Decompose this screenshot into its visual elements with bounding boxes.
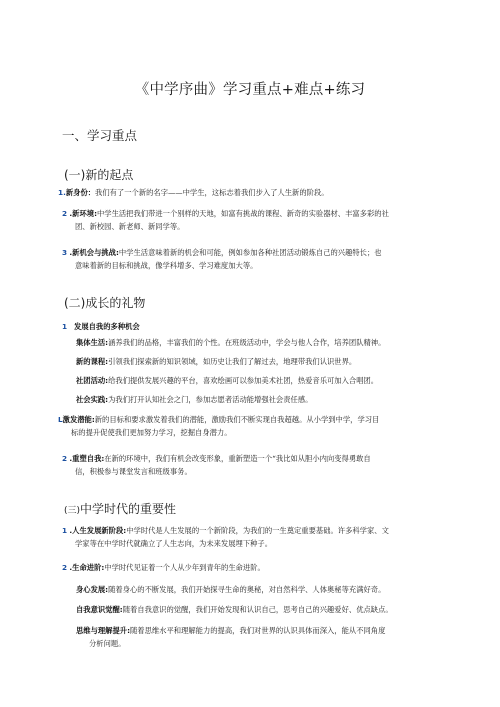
item-marker: 2 xyxy=(62,454,68,463)
list-item xyxy=(62,246,462,272)
bullet-item xyxy=(76,583,476,596)
bullet-label: 自我意识觉醒: xyxy=(76,605,123,614)
document-title: 《中学序曲》学习重点+难点+练习 xyxy=(134,82,366,98)
bullet-text: 涵养我们的品格，丰富我们的个性。在班级活动中，学会与他人合作，培养团队精神。 xyxy=(108,338,386,347)
bullet-label: 思维与理解提升: xyxy=(76,626,130,635)
item-label: .重塑自我: xyxy=(69,454,105,463)
item-marker: 1 xyxy=(62,322,68,331)
bullet-text: 给我们提供发展兴趣的平台，喜欢绘画可以参加美术社团，热爱音乐可加入合唱团。 xyxy=(108,376,379,385)
bullet-item xyxy=(76,336,476,349)
item-marker: 3 xyxy=(62,248,68,257)
item-text-cont: 团、新校园、新老师、新同学等。 xyxy=(75,222,185,231)
bullet-label: 身心发展: xyxy=(76,585,109,594)
bullet-text-cont: 分析问题。 xyxy=(89,639,126,648)
item-marker: 2 xyxy=(62,209,68,218)
bullet-item xyxy=(76,603,476,616)
list-item xyxy=(62,524,462,550)
item-text: 我们有了一个新的名字——中学生，这标志着我们步入了人生新的阶段。 xyxy=(95,188,329,197)
list-item xyxy=(62,561,462,574)
subsection-heading-importance xyxy=(64,500,176,517)
item-marker: 1 xyxy=(62,526,68,535)
bullet-text: 引领我们探索新的知识领域，如历史让我们了解过去，地理带我们认识世界。 xyxy=(108,357,357,366)
bullet-label: 新的课程: xyxy=(76,357,109,366)
bullet-label: 社会实践: xyxy=(76,395,109,404)
bullet-text: 随着自我意识的觉醒，我们开始发现和认识自己，思考自己的兴趣爱好、优点缺点。 xyxy=(122,605,393,614)
item-text: 中学生活意味着新的机会和可能，例如参加各种社团活动锻炼自己的兴趣特长；也 xyxy=(118,248,382,257)
subsection-heading-new-start: (一)新的起点 xyxy=(64,168,134,182)
bullet-text: 为我们打开认知社会之门，参加志愿者活动能增强社会责任感。 xyxy=(108,395,313,404)
item-text: 中学时代见证着一个人从少年到青年的生命进阶。 xyxy=(104,563,265,572)
list-item xyxy=(58,186,458,199)
item-text-cont: 学家等在中学时代就确立了人生志向，为未来发展埋下种子。 xyxy=(75,539,273,548)
item-text-cont: 标的提升促使我们更加努力学习，挖掘自身潜力。 xyxy=(71,428,232,437)
item-text-cont: 意味着新的目标和挑战，像学科增多、学习难度加大等。 xyxy=(75,261,258,270)
item-marker: 2 xyxy=(62,563,68,572)
item-label: .新环境: xyxy=(69,209,97,218)
bullet-item xyxy=(76,393,476,406)
subsection-prefix: (三) xyxy=(64,506,81,516)
list-item xyxy=(62,207,462,233)
bullet-item xyxy=(76,374,476,387)
item-label: 激发潜能: xyxy=(62,415,95,424)
list-item xyxy=(58,413,458,439)
item-label: 新身份： xyxy=(65,188,96,197)
item-text-cont: 信，积极参与课堂发言和班级事务。 xyxy=(75,467,192,476)
bullet-text: 随着身心的不断发展，我们开始探寻生命的奥秘，对自然科学、人体奥秘等充满好奇。 xyxy=(108,585,386,594)
item-marker: 1. xyxy=(58,188,66,197)
item-label: .生命进阶: xyxy=(69,563,105,572)
item-marker: L xyxy=(58,415,63,424)
list-item xyxy=(62,452,462,478)
item-label: .新机会与挑战: xyxy=(69,248,119,257)
bullet-text: 随着思维水平和理解能力的提高，我们对世界的认识具体而深入，能从不同角度 xyxy=(130,626,386,635)
item-text: 中学生活把我们带进一个别样的天地，如富有挑战的课程、新奇的实验器材、丰富多彩的社 xyxy=(97,209,389,218)
item-label: 发展自我的多种机会 xyxy=(74,322,140,331)
bullet-label: 社团活动: xyxy=(76,376,109,385)
item-text: 新的目标和要求激发着我们的潜能，激励我们不断实现自我超越。从小学到中学，学习目 xyxy=(94,415,380,424)
subsection-heading-growth-gift: (二)成长的礼物 xyxy=(64,296,146,310)
bullet-label: 集体生活: xyxy=(76,338,109,347)
subsection-title: 中学时代的重要性 xyxy=(80,502,177,516)
list-item xyxy=(62,320,462,333)
item-label: .人生发展新阶段: xyxy=(69,526,127,535)
bullet-item xyxy=(76,355,476,368)
item-text: 在新的环境中，我们有机会改变形象，重新塑造一个“我比如从胆小内向变得勇敢自 xyxy=(104,454,371,463)
bullet-item xyxy=(76,624,476,650)
section-heading-key-points: 一、学习重点 xyxy=(62,128,138,143)
item-text: 中学时代是人生发展的一个新阶段，为我们的一生奠定重要基础。许多科学家、文 xyxy=(126,526,389,535)
